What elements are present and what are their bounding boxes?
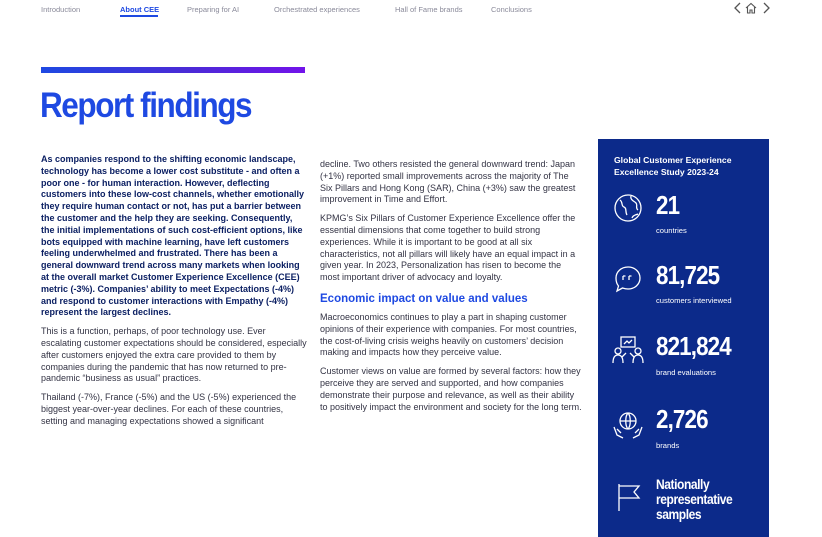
body-paragraph: Macroeconomics continues to play a part in shaping customer opinions of their experience with companies. For most countries, the cost-of-living crisis weighs heavily on customers’ decision making and impacts how they perceive value. xyxy=(320,311,577,358)
page-title: Report findings xyxy=(40,86,252,125)
nav-tab-about-cee[interactable]: About CEE xyxy=(120,5,160,14)
lead-paragraph: As companies respond to the shifting economic landscape, technology has become a lower cost substitute - and often a poor one - for human interaction. However, deflecting customers into these low-cost channels, whether emotionally they require human contact or not, has put a barrier between the customer and the help they are seeking. Consequently, the initial implementations of such cost-efficient options, like bots equipped with machine learning, have left customers feeling underwhelmed and frustrated. There has been a general downward trend across many markets when looking at the overall market Customer Experience Excellence (CEE) metric (-3%). Companies’ ability to meet Expectations (-4%) and respond to customer interactions with Empathy (-4%) represent the largest declines. xyxy=(41,154,305,318)
nav-tab-preparing-for-ai[interactable]: Preparing for AI xyxy=(187,5,240,14)
nav-tab-hall-of-fame-brands[interactable]: Hall of Fame brands xyxy=(395,5,463,14)
top-nav xyxy=(0,0,822,18)
body-paragraph: KPMG’s Six Pillars of Customer Experience Excellence offer the essential dimensions that come together to build strong experiences. While it is important to be good at all six characteristics, not all pillars will likely have an equal impact in a given year. In 2023, Personalization has risen to become the most important driver of advocacy and loyalty. xyxy=(320,213,576,283)
body-paragraph: This is a function, perhaps, of poor technology use. Ever escalating customer expectations should be considered, especially after customers enjoyed the extra care provided to them by companies during the pandemic that has now returned to pre-pandemic “business as usual” practices. xyxy=(41,326,307,384)
people-chart-icon xyxy=(612,334,644,366)
left-column xyxy=(41,154,307,428)
stat-text: Nationally representative samples xyxy=(656,476,733,522)
title-gradient-bar xyxy=(41,67,305,73)
globe-hands-icon xyxy=(612,409,644,441)
home-icon[interactable] xyxy=(744,1,758,15)
nav-tab-conclusions[interactable]: Conclusions xyxy=(491,5,532,14)
stat-label: brands xyxy=(656,441,680,450)
nav-tab-introduction[interactable]: Introduction xyxy=(41,5,81,14)
speech-bubble-icon xyxy=(612,263,644,295)
body-paragraph: decline. Two others resisted the general downward trend: Japan (+1%) reported small improvements across the majority of The Six Pillars and Hong Kong (SAR), China (+3%) saw the greatest improvement in Time and Effort. xyxy=(320,159,576,205)
chevron-right-icon[interactable] xyxy=(759,1,773,15)
stat-value: 81,725 xyxy=(656,260,720,290)
globe-icon xyxy=(612,192,644,224)
stat-label: customers interviewed xyxy=(656,296,732,305)
stat-value: 21 xyxy=(656,190,680,220)
stat-label: brand evaluations xyxy=(656,368,716,377)
section-subheading: Economic impact on value and values xyxy=(320,292,528,305)
nav-tab-orchestrated-experiences[interactable]: Orchestrated experiences xyxy=(274,5,360,14)
active-tab-indicator xyxy=(120,15,158,17)
middle-column xyxy=(320,159,582,413)
stat-value: 2,726 xyxy=(656,404,708,434)
flag-icon xyxy=(612,481,644,513)
stats-panel xyxy=(598,139,769,537)
stat-value: 821,824 xyxy=(656,331,731,361)
stat-label: countries xyxy=(656,226,687,235)
chevron-left-icon[interactable] xyxy=(731,1,745,15)
body-paragraph: Thailand (-7%), France (-5%) and the US (-5%) experienced the biggest year-over-year declines. For each of these countries, setting and managing expectations showed a significant xyxy=(41,392,297,426)
body-paragraph: Customer views on value are formed by several factors: how they perceive they are served and supported, and how companies demonstrate their purpose and relevance, as well as their ability to positively impact the environment and society for the long term. xyxy=(320,366,582,412)
panel-title: Global Customer Experience Excellence Study 2023-24 xyxy=(614,155,732,177)
